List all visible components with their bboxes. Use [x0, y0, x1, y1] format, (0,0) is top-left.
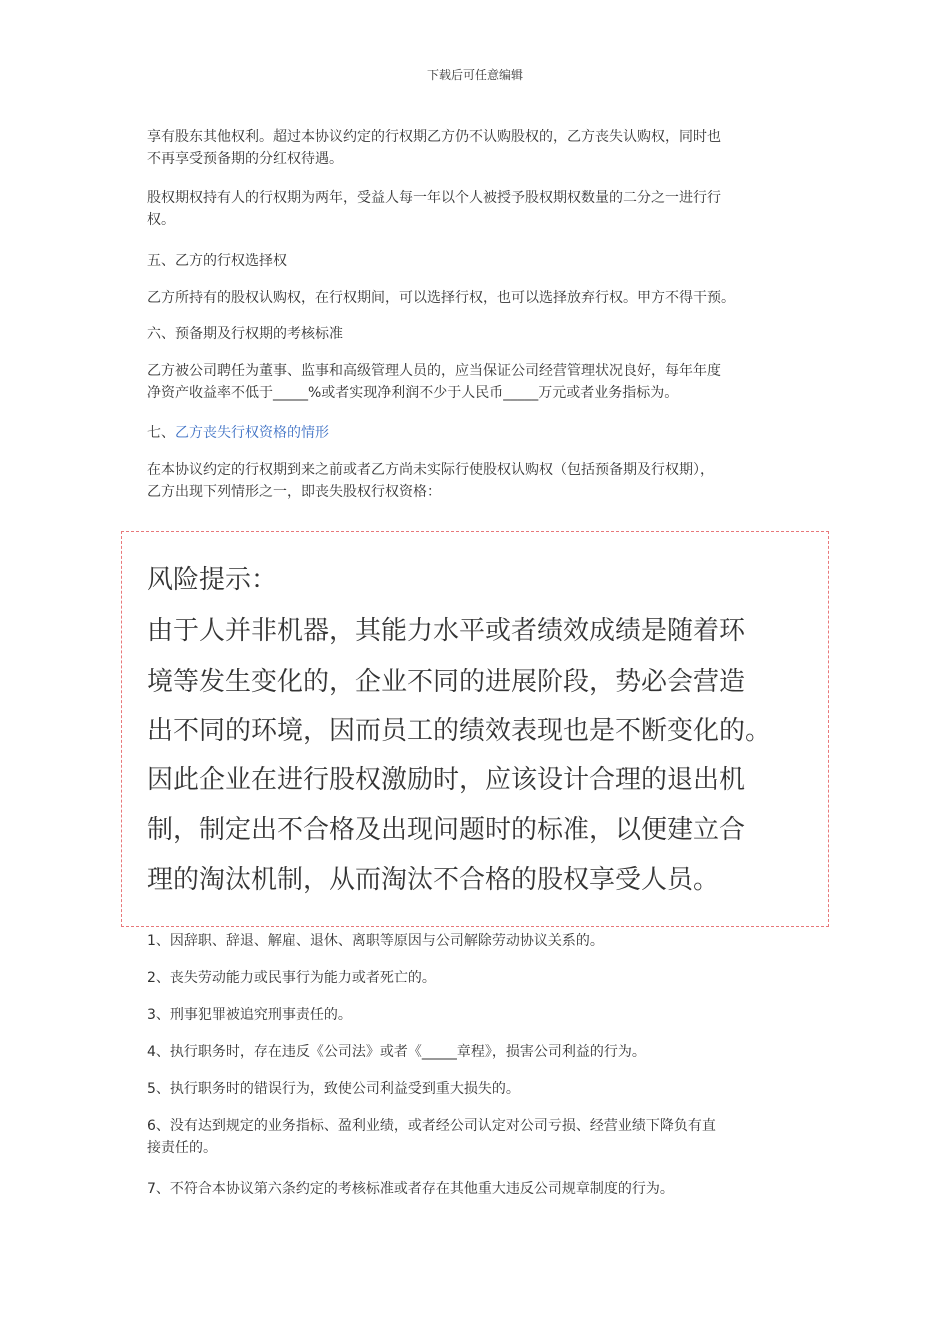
page-header: 下载后可任意编辑	[426, 68, 523, 82]
list-item: 2、丧失劳动能力或民事行为能力或者死亡的。	[147, 970, 436, 986]
section-7-heading	[147, 422, 811, 444]
paragraph-assessment-standard	[147, 360, 811, 404]
text-line: 净资产收益率不低于_____%或者实现净利润不少于人民币_____万元或者业务指标为。	[147, 385, 679, 401]
paragraph-exercise-period	[147, 187, 811, 231]
text-line: 接责任的。	[147, 1140, 217, 1156]
text-line: 不再享受预备期的分红权待遇。	[147, 151, 343, 167]
risk-notice-line: 制，制定出不合格及出现问题时的标准，以便建立合	[147, 815, 746, 845]
text-line: 乙方被公司聘任为董事、监事和高级管理人员的，应当保证公司经营管理状况良好，每年年度	[147, 363, 721, 379]
section-5-heading: 五、乙方的行权选择权	[147, 253, 287, 269]
list-item	[147, 1115, 811, 1159]
text-line: 股权期权持有人的行权期为两年，受益人每一年以个人被授予股权期权数量的二分之一进行行	[147, 190, 721, 206]
risk-notice-line: 因此企业在进行股权激励时，应该设计合理的退出机	[147, 765, 746, 795]
text-line: 6、没有达到规定的业务指标、盈利业绩，或者经公司认定对公司亏损、经营业绩下降负有直	[147, 1118, 716, 1134]
list-item: 4、执行职务时，存在违反《公司法》或者《_____章程》，损害公司利益的行为。	[147, 1044, 646, 1060]
risk-notice-line: 出不同的环境，因而员工的绩效表现也是不断变化的。	[147, 716, 772, 746]
list-item: 3、刑事犯罪被追究刑事责任的。	[147, 1007, 352, 1023]
risk-notice-line: 境等发生变化的，企业不同的进展阶段，势必会营造	[147, 667, 746, 697]
text-line: 享有股东其他权利。超过本协议约定的行权期乙方仍不认购股权的，乙方丧失认购权，同时也	[147, 129, 721, 145]
list-item: 7、不符合本协议第六条约定的考核标准或者存在其他重大违反公司规章制度的行为。	[147, 1181, 674, 1197]
risk-notice-line: 理的淘汰机制，从而淘汰不合格的股权享受人员。	[147, 865, 720, 895]
section-6-heading: 六、预备期及行权期的考核标准	[147, 326, 343, 342]
text-line: 乙方出现下列情形之一，即丧失股权行权资格：	[147, 484, 441, 500]
risk-notice-line: 由于人并非机器，其能力水平或者绩效成绩是随着环	[147, 616, 746, 646]
paragraph-exercise-choice: 乙方所持有的股权认购权，在行权期间，可以选择行权，也可以选择放弃行权。甲方不得干预。	[147, 290, 735, 306]
text-line: 权。	[147, 212, 175, 228]
risk-notice-title: 风险提示：	[147, 565, 278, 595]
list-item: 1、因辞职、辞退、解雇、退休、离职等原因与公司解除劳动协议关系的。	[147, 933, 604, 949]
paragraph-shareholder-rights	[147, 126, 811, 170]
list-item: 5、执行职务时的错误行为，致使公司利益受到重大损失的。	[147, 1081, 520, 1097]
section-7-number: 七、	[147, 425, 175, 441]
paragraph-disqualification-intro	[147, 459, 811, 503]
text-line: 在本协议约定的行权期到来之前或者乙方尚未实际行使股权认购权（包括预备期及行权期），	[147, 462, 714, 478]
section-7-title-link[interactable]: 乙方丧失行权资格的情形	[175, 425, 329, 441]
